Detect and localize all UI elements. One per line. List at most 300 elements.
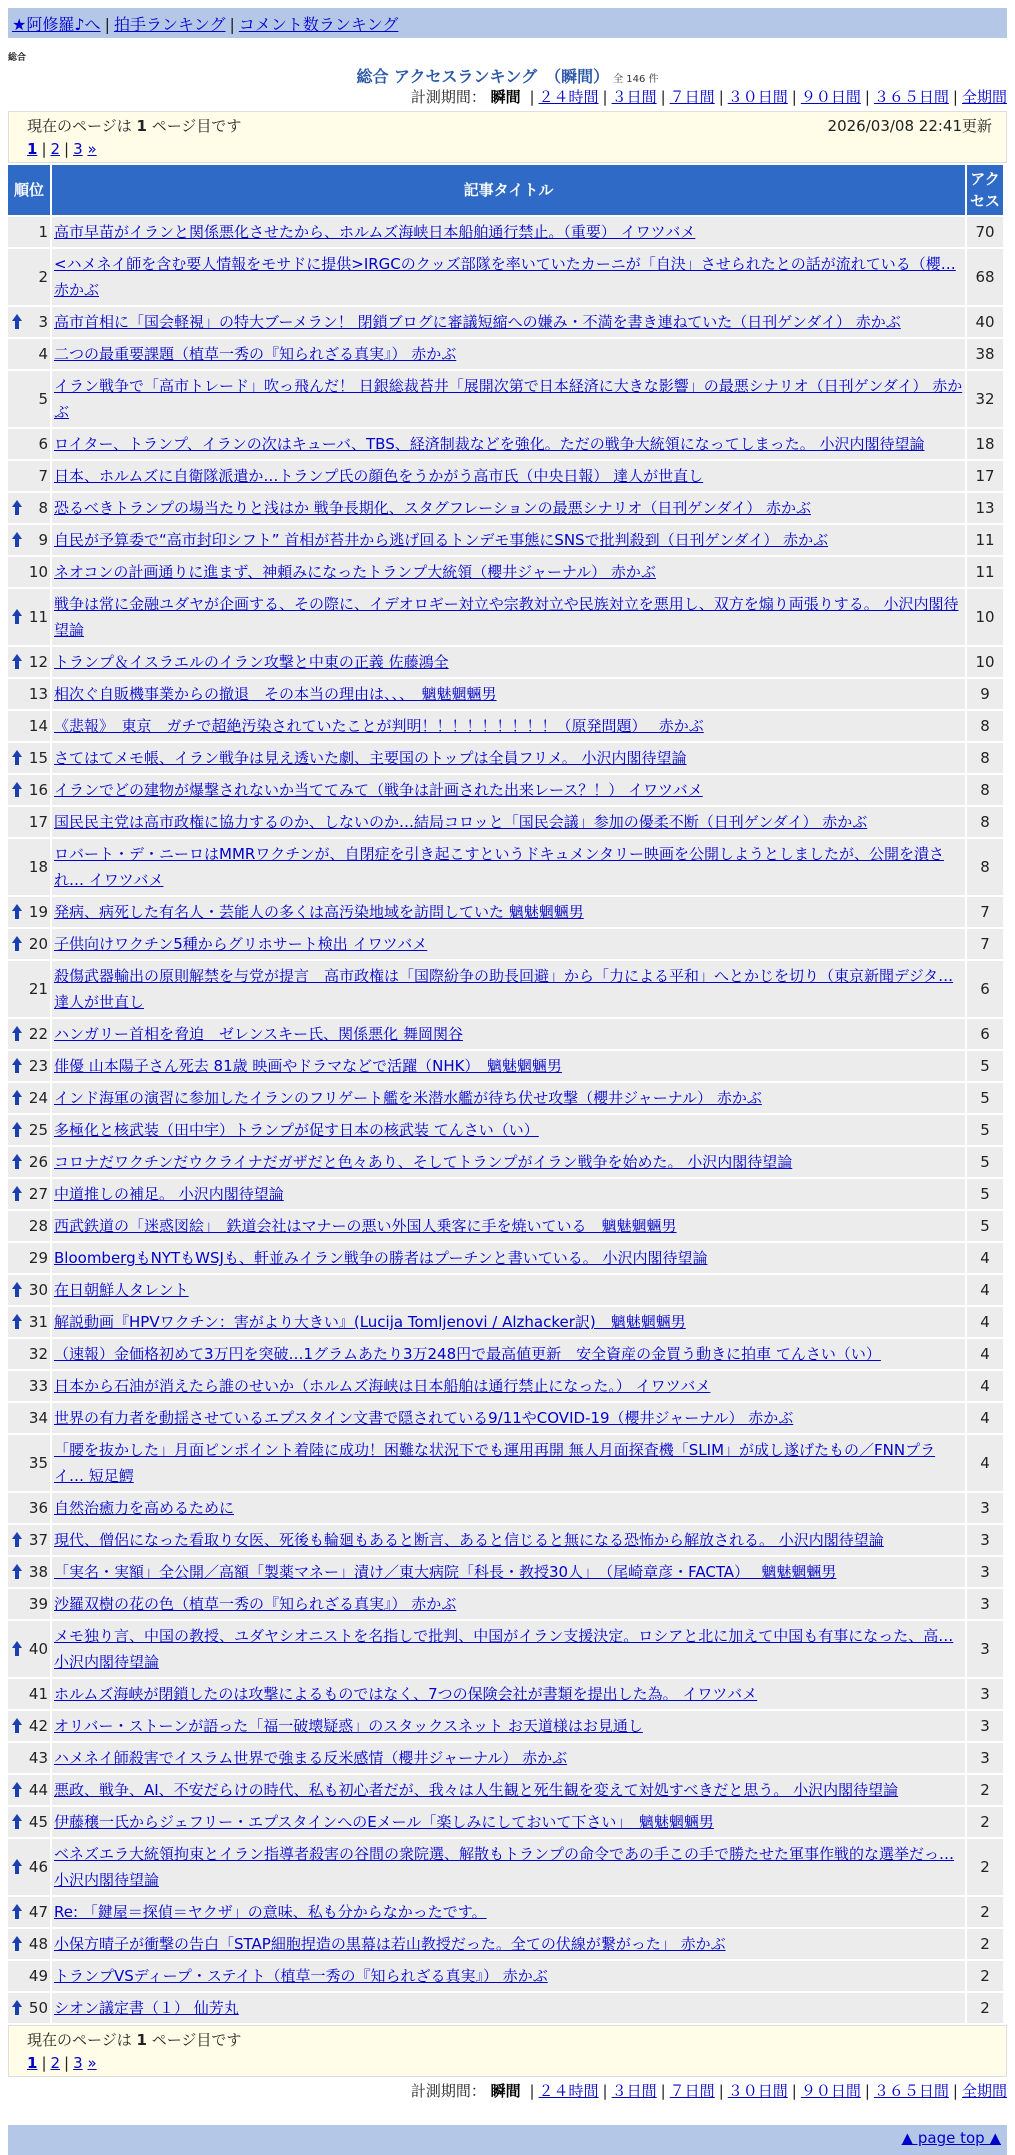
- period-link-3[interactable]: ３０日間: [727, 88, 788, 106]
- rank-up-arrow-icon: [12, 750, 22, 766]
- article-link[interactable]: 殺傷武器輸出の原則解禁を与党が提言 高市政権は「国際紛争の助長回避」から「力による平和」へとかじを切り（東京新聞デジタ… 達人が世直し: [54, 967, 954, 1011]
- table-row: [8, 1993, 1003, 2023]
- access-count: 5: [967, 1051, 1003, 1081]
- period-link-1[interactable]: ３日間: [611, 88, 657, 106]
- table-row: [8, 1557, 1003, 1587]
- article-link[interactable]: 沙羅双樹の花の色（植草一秀の『知られざる真実』） 赤かぶ: [54, 1595, 457, 1613]
- rank-cell: [8, 1775, 50, 1805]
- article-link[interactable]: ハンガリー首相を脅迫 ゼレンスキー氏、関係悪化 舞岡関谷: [54, 1025, 463, 1043]
- access-count: 4: [967, 1403, 1003, 1433]
- rank-cell: [8, 1493, 50, 1523]
- article-link[interactable]: 子供向けワクチン5種からグリホサート検出 イワツバメ: [54, 935, 428, 953]
- table-row: [8, 1051, 1003, 1081]
- title-cell: [52, 1961, 965, 1991]
- period-separator: |: [660, 2082, 666, 2100]
- rank-cell: [8, 839, 50, 895]
- table-row: [8, 1083, 1003, 1113]
- article-link[interactable]: 西武鉄道の「迷惑図絵」 鉄道会社はマナーの悪い外国人乗客に手を焼いている 魑魅魍魎男: [54, 1217, 677, 1235]
- access-count: 6: [967, 961, 1003, 1017]
- article-link[interactable]: 俳優 山本陽子さん死去 81歳 映画やドラマなどで活躍（NHK） 魑魅魍魎男: [54, 1057, 562, 1075]
- article-link[interactable]: <ハメネイ師を含む要人情報をモサドに提供>IRGCのクッズ部隊を率いていたカーニが「自決」させられたとの話が流れている（櫻… 赤かぶ: [54, 255, 956, 299]
- period-links: [525, 2082, 1007, 2100]
- rank-cell: [8, 589, 50, 645]
- rank-cell: [8, 1243, 50, 1273]
- rank-up-arrow-icon: [12, 1814, 22, 1830]
- rank-cell: [8, 429, 50, 459]
- rank-number: 43: [28, 1749, 48, 1767]
- rank-number: 10: [28, 563, 48, 581]
- rank-up-arrow-icon: [12, 1282, 22, 1298]
- period-separator: |: [791, 88, 797, 106]
- page-link-2[interactable]: 2: [50, 2054, 61, 2072]
- rank-up-arrow-icon: [12, 500, 22, 516]
- comment-ranking-link[interactable]: コメント数ランキング: [238, 15, 399, 34]
- article-link[interactable]: 相次ぐ自販機事業からの撤退 その本当の理由は、、、 魑魅魍魎男: [54, 685, 497, 703]
- next-page-link[interactable]: »: [87, 2054, 97, 2072]
- period-link-6[interactable]: 全期間: [961, 88, 1007, 106]
- rank-cell: [8, 1679, 50, 1709]
- title-cell: [52, 339, 965, 369]
- article-link[interactable]: 恐るべきトランプの場当たりと浅はか 戦争長期化、スタグフレーションの最悪シナリオ（日刊ゲンダイ） 赤かぶ: [54, 499, 811, 517]
- table-row: [8, 1493, 1003, 1523]
- rank-cell: [8, 1839, 50, 1895]
- access-count: 4: [967, 1339, 1003, 1369]
- title-cell: [52, 1679, 965, 1709]
- rank-up-arrow-icon: [12, 2000, 22, 2016]
- rank-number: 13: [28, 685, 48, 703]
- rank-up-arrow-icon: [12, 1058, 22, 1074]
- rank-number: 12: [28, 653, 48, 671]
- table-row: [8, 1371, 1003, 1401]
- table-row: [8, 1897, 1003, 1927]
- table-row: [8, 1275, 1003, 1305]
- access-count: 8: [967, 807, 1003, 837]
- access-count: 7: [967, 929, 1003, 959]
- access-count: 9: [967, 679, 1003, 709]
- ranking-title: 総合 アクセスランキング （瞬間）: [356, 67, 610, 86]
- article-link[interactable]: インド海軍の演習に参加したイランのフリゲート艦を米潜水艦が待ち伏せ攻撃（櫻井ジャーナル） 赤かぶ: [54, 1089, 762, 1107]
- article-link[interactable]: 日本から石油が消えたら誰のせいか（ホルムズ海峡は日本船舶は通行禁止になった。） イワツバメ: [54, 1377, 711, 1395]
- access-count: 3: [967, 1679, 1003, 1709]
- period-separator: |: [660, 88, 666, 106]
- access-count: 5: [967, 1083, 1003, 1113]
- rank-number: 42: [28, 1717, 48, 1735]
- article-link[interactable]: 高市早苗がイランと関係悪化させたから、ホルムズ海峡日本船舶通行禁止。（重要） イワツバメ: [54, 223, 696, 241]
- rank-number: 46: [28, 1858, 48, 1876]
- period-current: 瞬間: [490, 2082, 521, 2100]
- period-separator: |: [864, 88, 870, 106]
- table-row: [8, 1179, 1003, 1209]
- page-link-3[interactable]: 3: [73, 2054, 83, 2072]
- title-cell: [52, 371, 965, 427]
- rank-cell: [8, 1993, 50, 2023]
- article-link[interactable]: イラン戦争で「高市トレード」吹っ飛んだ！ 日銀総裁苔井「展開次第で日本経済に大きな影響」の最悪シナリオ（日刊ゲンダイ） 赤かぶ: [54, 377, 963, 421]
- rank-cell: [8, 1371, 50, 1401]
- title-cell: [52, 1211, 965, 1241]
- rank-number: 9: [38, 531, 48, 549]
- title-cell: [52, 1929, 965, 1959]
- rank-cell: [8, 897, 50, 927]
- rank-cell: [8, 1019, 50, 1049]
- rank-cell: [8, 371, 50, 427]
- article-link[interactable]: 多極化と核武装（田中宇）トランプが促す日本の核武装 てんさい（い）: [54, 1121, 539, 1139]
- article-link[interactable]: シオン議定書（１） 仙芳丸: [54, 1999, 239, 2017]
- title-cell: [52, 1557, 965, 1587]
- rank-cell: [8, 1929, 50, 1959]
- rank-cell: [8, 679, 50, 709]
- rank-up-arrow-icon: [12, 904, 22, 920]
- applause-ranking-link[interactable]: 拍手ランキング: [113, 15, 226, 34]
- period-link-2[interactable]: ７日間: [669, 88, 715, 106]
- rank-cell: [8, 1083, 50, 1113]
- title-cell: [52, 1307, 965, 1337]
- rank-number: 22: [28, 1025, 48, 1043]
- access-count: 70: [967, 217, 1003, 247]
- rank-number: 41: [28, 1685, 48, 1703]
- rank-cell: [8, 1525, 50, 1555]
- rank-cell: [8, 1211, 50, 1241]
- period-selector-bottom: [8, 2079, 1007, 2105]
- table-row: [8, 1115, 1003, 1145]
- rank-number: 45: [28, 1813, 48, 1831]
- access-count: 10: [967, 589, 1003, 645]
- period-link-5[interactable]: ３６５日間: [873, 2082, 949, 2100]
- article-link[interactable]: 二つの最重要課題（植草一秀の『知られざる真実』） 赤かぶ: [54, 345, 457, 363]
- title-cell: [52, 1807, 965, 1837]
- title-cell: [52, 307, 965, 337]
- rank-cell: [8, 525, 50, 555]
- article-link[interactable]: 戦争は常に金融ユダヤが企画する、その際に、イデオロギー対立や宗教対立や民族対立を悪用し、双方を煽り両張りする。 小沢内閣待望論: [54, 595, 959, 639]
- rank-number: 36: [28, 1499, 48, 1517]
- rank-number: 18: [28, 858, 48, 876]
- page-link-1[interactable]: 1: [27, 140, 38, 158]
- rank-cell: [8, 647, 50, 677]
- access-count: 3: [967, 1525, 1003, 1555]
- period-separator: |: [529, 2082, 535, 2100]
- rank-up-arrow-icon: [12, 1641, 22, 1657]
- table-row: [8, 711, 1003, 741]
- title-cell: [52, 1839, 965, 1895]
- footer-bar: [8, 2125, 1007, 2155]
- title-header: 記事タイトル: [52, 165, 965, 215]
- table-row: [8, 1807, 1003, 1837]
- rank-up-arrow-icon: [12, 1026, 22, 1042]
- article-link[interactable]: 《悲報》 東京 ガチで超絶汚染されていたことが判明！！！！！！！！！（原発問題） 赤かぶ: [54, 717, 704, 735]
- access-count: 2: [967, 1807, 1003, 1837]
- access-count: 3: [967, 1621, 1003, 1677]
- article-link[interactable]: 小保方晴子が衝撃の告白「STAP細胞捏造の黒幕は若山教授だった。全ての伏線が繋がった」 赤かぶ: [54, 1935, 726, 1953]
- access-header: アクセス: [967, 165, 1003, 215]
- article-link[interactable]: コロナだワクチンだウクライナだガザだと色々あり、そしてトランプがイラン戦争を始めた。 小沢内閣待望論: [54, 1153, 793, 1171]
- title-cell: [52, 807, 965, 837]
- rank-cell: [8, 1435, 50, 1491]
- article-link[interactable]: 解説動画『HPVワクチン：害がより大きい』(Lucija Tomljenovi / Alzhacker訳) 魑魅魍魎男: [54, 1313, 686, 1331]
- article-link[interactable]: 在日朝鮮人タレント: [54, 1281, 189, 1299]
- title-cell: [52, 897, 965, 927]
- rank-cell: [8, 929, 50, 959]
- access-count: 40: [967, 307, 1003, 337]
- title-cell: [52, 1993, 965, 2023]
- rank-cell: [8, 461, 50, 491]
- period-separator: |: [602, 2082, 608, 2100]
- table-row: [8, 589, 1003, 645]
- period-separator: |: [718, 88, 724, 106]
- page-link-3[interactable]: 3: [73, 140, 83, 158]
- access-count: 68: [967, 249, 1003, 305]
- rank-cell: [8, 775, 50, 805]
- rank-number: 7: [38, 467, 48, 485]
- title-cell: [52, 1621, 965, 1677]
- access-count: 7: [967, 897, 1003, 927]
- table-row: [8, 249, 1003, 305]
- article-link[interactable]: メモ独り言、中国の教授、ユダヤシオニストを名指しで批判、中国がイラン支援決定。ロシアと北に加えて中国も有事になった、高… 小沢内閣待望論: [54, 1627, 954, 1671]
- access-count: 8: [967, 711, 1003, 741]
- table-row: [8, 339, 1003, 369]
- title-cell: [52, 589, 965, 645]
- article-link[interactable]: 「実名・実額」全公開／高額「製薬マネー」漬け／東大病院「科長・教授30人」 （尾崎章彦・FACTA） 魑魅魍魎男: [54, 1563, 837, 1581]
- period-link-6[interactable]: 全期間: [961, 2082, 1007, 2100]
- rank-cell: [8, 249, 50, 305]
- rank-number: 1: [38, 223, 48, 241]
- title-cell: [52, 839, 965, 895]
- article-link[interactable]: ベネズエラ大統領拘束とイラン指導者殺害の谷間の衆院選、解散もトランプの命令であの手この手で勝たせた軍事作戦的な選挙だっ… 小沢内閣待望論: [54, 1845, 955, 1889]
- rank-number: 37: [28, 1531, 48, 1549]
- title-cell: [52, 1243, 965, 1273]
- current-page-text: 現在のページは 1 ページ目です: [27, 117, 242, 135]
- page-top-link[interactable]: ▲ page top ▲: [901, 2129, 1001, 2147]
- rank-cell: [8, 1051, 50, 1081]
- rank-number: 6: [38, 435, 48, 453]
- article-link[interactable]: ホルムズ海峡が閉鎖したのは攻撃によるものではなく、7つの保険会社が書類を提出した為。 イワツバメ: [54, 1685, 758, 1703]
- period-link-1[interactable]: ３日間: [611, 2082, 657, 2100]
- rank-cell: [8, 1339, 50, 1369]
- page-link-2[interactable]: 2: [50, 140, 61, 158]
- rank-number: 35: [28, 1454, 48, 1472]
- table-row: [8, 1711, 1003, 1741]
- rank-number: 29: [28, 1249, 48, 1267]
- rank-number: 4: [38, 345, 48, 363]
- title-cell: [52, 1371, 965, 1401]
- rank-number: 11: [28, 608, 48, 626]
- period-separator: |: [864, 2082, 870, 2100]
- table-row: [8, 1307, 1003, 1337]
- title-cell: [52, 679, 965, 709]
- page-link-1[interactable]: 1: [27, 2054, 38, 2072]
- home-link[interactable]: ★阿修羅♪へ: [12, 15, 101, 34]
- title-cell: [52, 1589, 965, 1619]
- table-row: [8, 897, 1003, 927]
- period-link-3[interactable]: ３０日間: [727, 2082, 788, 2100]
- article-link[interactable]: ネオコンの計画通りに進まず、神頼みになったトランプ大統領（櫻井ジャーナル） 赤かぶ: [54, 563, 656, 581]
- period-link-0[interactable]: ２４時間: [538, 88, 599, 106]
- table-row: [8, 461, 1003, 491]
- table-row: [8, 679, 1003, 709]
- pager-bottom: [8, 2025, 1007, 2077]
- rank-number: 21: [28, 980, 48, 998]
- title-cell: [52, 1743, 965, 1773]
- rank-cell: [8, 1743, 50, 1773]
- rank-number: 40: [28, 1640, 48, 1658]
- article-link[interactable]: Re: 「鍵屋＝探偵＝ヤクザ」の意味、私も分からなかったです。: [54, 1903, 487, 1921]
- article-link[interactable]: 自然治癒力を高めるために: [54, 1499, 235, 1517]
- page-separator: |: [41, 2054, 47, 2072]
- access-count: 2: [967, 1929, 1003, 1959]
- table-row: [8, 807, 1003, 837]
- table-row: [8, 1743, 1003, 1773]
- period-separator: |: [718, 2082, 724, 2100]
- title-cell: [52, 1525, 965, 1555]
- access-count: 5: [967, 1211, 1003, 1241]
- rank-number: 33: [28, 1377, 48, 1395]
- page-separator: |: [64, 2054, 70, 2072]
- rank-cell: [8, 807, 50, 837]
- period-current: 瞬間: [490, 88, 521, 106]
- rank-cell: [8, 1275, 50, 1305]
- rank-number: 24: [28, 1089, 48, 1107]
- access-count: 10: [967, 647, 1003, 677]
- article-link[interactable]: ハメネイ師殺害でイスラム世界で強まる反米感情（櫻井ジャーナル） 赤かぶ: [54, 1749, 568, 1767]
- article-link[interactable]: 国民民主党は高市政権に協力するのか、しないのか…結局コロッと「国民会議」参加の優柔不断（日刊ゲンダイ） 赤かぶ: [54, 813, 868, 831]
- article-link[interactable]: 伊藤穣一氏からジェフリー・エプスタインへのEメール「楽しみにしておいて下さい」 魑魅魍魎男: [54, 1813, 714, 1831]
- access-count: 18: [967, 429, 1003, 459]
- period-separator: |: [529, 88, 535, 106]
- article-link[interactable]: トランプ＆イスラエルのイラン攻撃と中東の正義 佐藤鴻全: [54, 653, 449, 671]
- access-count: 6: [967, 1019, 1003, 1049]
- period-link-0[interactable]: ２４時間: [538, 2082, 599, 2100]
- title-cell: [52, 1179, 965, 1209]
- access-count: 13: [967, 493, 1003, 523]
- article-link[interactable]: 悪政、戦争、AI、不安だらけの時代、私も初心者だが、我々は人生観と死生観を変えて対処すべきだと思う。 小沢内閣待望論: [54, 1781, 899, 1799]
- access-count: 3: [967, 1493, 1003, 1523]
- article-link[interactable]: ロバート・デ・ニーロはMMRワクチンが、自閉症を引き起こすというドキュメンタリー映画を公開しようとしましたが、公開を潰され… イワツバメ: [54, 845, 944, 889]
- rank-cell: [8, 1897, 50, 1927]
- rank-up-arrow-icon: [12, 936, 22, 952]
- article-link[interactable]: さてはてメモ帳、イラン戦争は見え透いた劇、主要国のトップは全員フリメ。 小沢内閣待望論: [54, 749, 687, 767]
- rank-cell: [8, 557, 50, 587]
- access-count: 38: [967, 339, 1003, 369]
- rank-number: 2: [38, 268, 48, 286]
- rank-cell: [8, 493, 50, 523]
- access-count: 4: [967, 1307, 1003, 1337]
- rank-up-arrow-icon: [12, 1718, 22, 1734]
- next-page-link[interactable]: »: [87, 140, 97, 158]
- article-link[interactable]: 現代、僧侶になった看取り女医、死後も輪廻もあると断言、あると信じると無になる恐怖から解放される。 小沢内閣待望論: [54, 1531, 884, 1549]
- rank-number: 8: [38, 499, 48, 517]
- rank-up-arrow-icon: [12, 1186, 22, 1202]
- rank-cell: [8, 339, 50, 369]
- title-cell: [52, 1711, 965, 1741]
- title-cell: [52, 461, 965, 491]
- table-row: [8, 961, 1003, 1017]
- title-cell: [52, 1083, 965, 1113]
- article-link[interactable]: イランでどの建物が爆撃されないか当ててみて（戦争は計画された出来レース？！） イワツバメ: [54, 781, 703, 799]
- table-row: [8, 557, 1003, 587]
- period-link-4[interactable]: ９０日間: [800, 2082, 861, 2100]
- rank-number: 20: [28, 935, 48, 953]
- title-cell: [52, 775, 965, 805]
- title-cell: [52, 711, 965, 741]
- period-link-4[interactable]: ９０日間: [800, 88, 861, 106]
- access-count: 2: [967, 1775, 1003, 1805]
- period-link-2[interactable]: ７日間: [669, 2082, 715, 2100]
- rank-cell: [8, 217, 50, 247]
- table-row: [8, 525, 1003, 555]
- access-count: 8: [967, 839, 1003, 895]
- access-count: 5: [967, 1115, 1003, 1145]
- rank-number: 39: [28, 1595, 48, 1613]
- period-links: [525, 88, 1007, 106]
- rank-number: 49: [28, 1967, 48, 1985]
- article-link[interactable]: 中道推しの補足。 小沢内閣待望論: [54, 1185, 284, 1203]
- total-count: 全 146 件: [613, 74, 659, 85]
- access-count: 2: [967, 1961, 1003, 1991]
- period-separator: |: [791, 2082, 797, 2100]
- rank-number: 3: [38, 313, 48, 331]
- rank-number: 27: [28, 1185, 48, 1203]
- access-count: 11: [967, 557, 1003, 587]
- article-link[interactable]: トランプVSディープ・ステイト（植草一秀の『知られざる真実』） 赤かぶ: [54, 1967, 548, 1985]
- article-link[interactable]: ロイター、トランプ、イランの次はキューバ、TBS、経済制裁などを強化。ただの戦争大統領になってしまった。 小沢内閣待望論: [54, 435, 925, 453]
- rank-up-arrow-icon: [12, 1936, 22, 1952]
- title-cell: [52, 1493, 965, 1523]
- period-link-5[interactable]: ３６５日間: [873, 88, 949, 106]
- period-selector-top: [8, 85, 1007, 111]
- access-count: 2: [967, 1897, 1003, 1927]
- title-cell: [52, 1403, 965, 1433]
- updated-timestamp: 2026/03/08 22:41更新: [827, 117, 992, 135]
- rank-cell: [8, 961, 50, 1017]
- table-row: [8, 743, 1003, 773]
- article-link[interactable]: 日本、ホルムズに自衛隊派遣か…トランプ氏の顔色をうかがう高市氏（中央日報） 達人が世直し: [54, 467, 704, 485]
- access-count: 5: [967, 1179, 1003, 1209]
- nav-separator: |: [104, 15, 110, 34]
- article-link[interactable]: 高市首相に「国会軽視」の特大ブーメラン！ 閉鎖ブログに審議短縮への嫌み・不満を書き連ねていた（日刊ゲンダイ） 赤かぶ: [54, 313, 901, 331]
- rank-number: 30: [28, 1281, 48, 1299]
- title-cell: [52, 493, 965, 523]
- rank-number: 38: [28, 1563, 48, 1581]
- table-row: [8, 1839, 1003, 1895]
- rank-number: 5: [38, 390, 48, 408]
- rank-cell: [8, 1961, 50, 1991]
- article-link[interactable]: BloombergもNYTもWSJも、軒並みイラン戦争の勝者はプーチンと書いている。 小沢内閣待望論: [54, 1249, 708, 1267]
- rank-up-arrow-icon: [12, 1154, 22, 1170]
- period-separator: |: [952, 88, 958, 106]
- article-link[interactable]: 発病、病死した有名人・芸能人の多くは高汚染地域を訪問していた 魑魅魍魎男: [54, 903, 584, 921]
- access-count: 8: [967, 743, 1003, 773]
- article-link[interactable]: 「腰を抜かした」月面ピンポイント着陸に成功！困難な状況下でも運用再開 無人月面探査機「SLIM」が成し遂げたもの／FNNプライ… 短足鰐: [54, 1441, 936, 1485]
- rank-number: 47: [28, 1903, 48, 1921]
- rank-cell: [8, 307, 50, 337]
- table-row: [8, 1211, 1003, 1241]
- ranking-rows: [8, 217, 1003, 2023]
- article-link[interactable]: 自民が予算委で“高市封印シフト” 首相が苔井から逃げ回るトンデモ事態にSNSで批判殺到（日刊ゲンダイ） 赤かぶ: [54, 531, 829, 549]
- rank-up-arrow-icon: [12, 654, 22, 670]
- rank-cell: [8, 1115, 50, 1145]
- access-count: 2: [967, 1993, 1003, 2023]
- rank-cell: [8, 1711, 50, 1741]
- access-count: 3: [967, 1743, 1003, 1773]
- rank-number: 32: [28, 1345, 48, 1363]
- article-link[interactable]: （速報）金価格初めて3万円を突破…1グラムあたり3万248円で最高値更新 安全資産の金買う動きに拍車 てんさい（い）: [54, 1345, 881, 1363]
- page-separator: |: [64, 140, 70, 158]
- access-count: 5: [967, 1147, 1003, 1177]
- table-row: [8, 1435, 1003, 1491]
- article-link[interactable]: 世界の有力者を動揺させているエプスタイン文書で隠されている9/11やCOVID-19（櫻井ジャーナル） 赤かぶ: [54, 1409, 794, 1427]
- article-link[interactable]: オリバー・ストーンが語った「福一破壊疑惑」のスタックスネット お天道様はお見通し: [54, 1717, 643, 1735]
- rank-number: 16: [28, 781, 48, 799]
- page-separator: |: [41, 140, 47, 158]
- rank-number: 15: [28, 749, 48, 767]
